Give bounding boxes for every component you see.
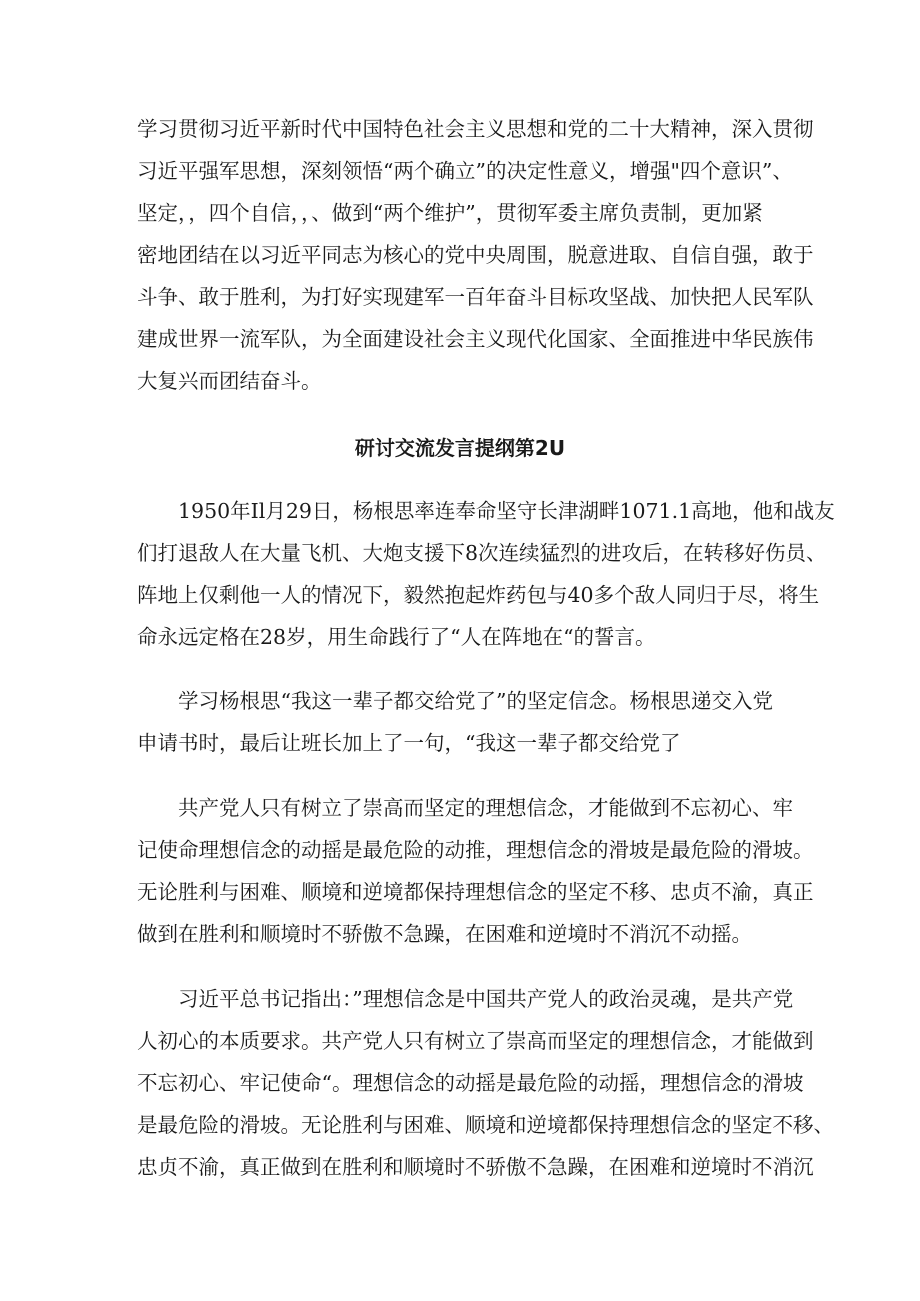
- paragraph-4-line-3: 无论胜利与困难、顺境和逆境都保持理想信念的坚定不移、忠贞不渝，真正: [137, 880, 814, 904]
- section-heading: 研讨交流发言提纲第2U: [354, 436, 566, 460]
- paragraph-5-line-2: 人初心的本质要求。共产党人只有树立了崇高而坚定的理想信念，才能做到: [137, 1029, 814, 1053]
- paragraph-3-line-1: 学习杨根思“我这一辈子都交给党了”的坚定信念。杨根思递交入党: [178, 689, 773, 713]
- paragraph-5-line-4: 是最危险的滑坡。无论胜利与困难、顺境和逆境都保持理想信念的坚定不移、: [137, 1113, 834, 1137]
- paragraph-1-line-2: 习近平强军思想，深刻领悟“两个确立”的决定性意义，增强"四个意识”、: [137, 159, 793, 183]
- paragraph-2-line-1: 1950年Il月29日，杨根思率连奉命坚守长津湖畔1071.1高地，他和战友: [178, 499, 835, 523]
- paragraph-1-line-3: 坚定，，四个自信，，、做到“两个维护”，贯彻军委主席负责制，更加紧: [137, 201, 763, 225]
- paragraph-5-line-5: 忠贞不渝，真正做到在胜利和顺境时不骄傲不急躁，在困难和逆境时不消沉: [137, 1155, 814, 1179]
- paragraph-4-line-4: 做到在胜利和顺境时不骄傲不急躁，在困难和逆境时不消沉不动摇。: [137, 922, 752, 946]
- paragraph-5-line-1: 习近平总书记指出：”理想信念是中国共产党人的政治灵魂，是共产党: [178, 987, 794, 1011]
- paragraph-1-line-6: 建成世界一流军队，为全面建设社会主义现代化国家、全面推进中华民族伟: [137, 327, 814, 351]
- paragraph-2-line-3: 阵地上仅剩他一人的情况下，毅然抱起炸药包与40多个敌人同归于尽，将生: [137, 583, 820, 607]
- paragraph-4-line-1: 共产党人只有树立了崇高而坚定的理想信念，才能做到不忘初心、牢: [178, 796, 793, 820]
- paragraph-3-line-2: 申请书时，最后让班长加上了一句，“我这一辈子都交给党了: [137, 731, 681, 755]
- paragraph-1-line-1: 学习贯彻习近平新时代中国特色社会主义思想和党的二十大精神，深入贯彻: [137, 117, 814, 141]
- paragraph-2-line-4: 命永远定格在28岁，用生命践行了“人在阵地在“的誓言。: [137, 625, 656, 649]
- paragraph-4-line-2: 记使命理想信念的动摇是最危险的动推，理想信念的滑坡是最危险的滑坡。: [137, 838, 814, 862]
- paragraph-5-line-3: 不忘初心、牢记使命“。理想信念的动摇是最危险的动摇，理想信念的滑坡: [137, 1071, 804, 1095]
- paragraph-1-line-7: 大复兴而团结奋斗。: [137, 369, 322, 393]
- paragraph-1-line-5: 斗争、敢于胜利，为打好实现建军一百年奋斗目标攻坚战、加快把人民军队: [137, 285, 814, 309]
- paragraph-1-line-4: 密地团结在以习近平同志为核心的党中央周围，脱意进取、自信自强，敢于: [137, 243, 814, 267]
- paragraph-2-line-2: 们打退敌人在大量飞机、大炮支援下8次连续猛烈的进攻后，在转移好伤员、: [137, 541, 827, 565]
